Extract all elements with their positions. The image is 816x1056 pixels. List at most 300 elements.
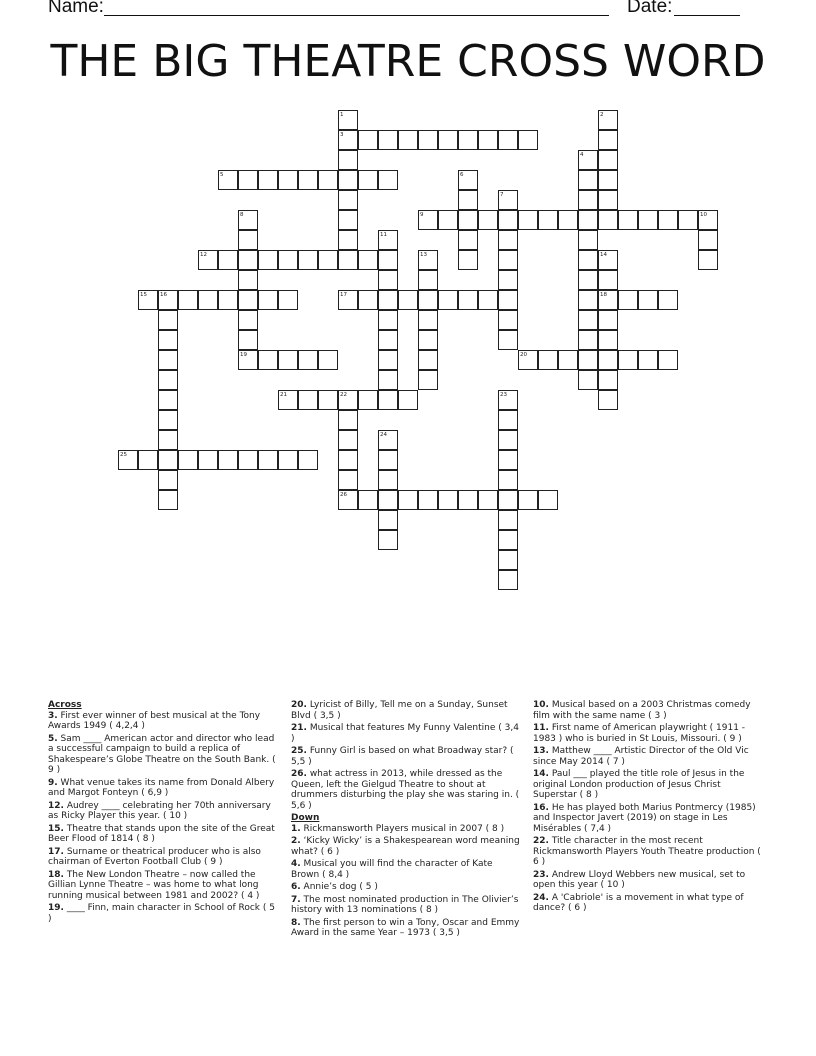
grid-cell[interactable] (158, 430, 178, 450)
grid-cell[interactable] (378, 330, 398, 350)
clue-item (48, 711, 280, 732)
clue-item-text: ‘Kicky Wicky’ is a Shakespearean word meaning what? ( 6 ) (291, 836, 520, 857)
grid-cell[interactable] (378, 390, 398, 410)
clue-item-text: The New London Theatre – now called the Gillian Lynne Theatre – was home to what long running musical between 1981 and 2002? ( 4 ) (48, 869, 260, 901)
grid-cell[interactable] (598, 290, 618, 310)
grid-cell[interactable] (418, 490, 438, 510)
grid-cell[interactable] (598, 110, 618, 130)
grid-cell[interactable] (238, 250, 258, 270)
grid-cell[interactable] (458, 190, 478, 210)
clue-number: 10 (700, 212, 707, 218)
clue-item (291, 882, 523, 893)
clue-item-number: 23. (533, 869, 549, 880)
grid-cell[interactable] (238, 210, 258, 230)
grid-cell[interactable] (618, 350, 638, 370)
grid-cell[interactable] (278, 250, 298, 270)
grid-cell[interactable] (438, 490, 458, 510)
grid-cell[interactable] (238, 270, 258, 290)
clue-number: 12 (200, 252, 207, 258)
clue-item-text: Audrey ____ celebrating her 70th anniversary as Ricky Player this year. ( 10 ) (48, 800, 271, 821)
grid-cell[interactable] (378, 470, 398, 490)
clue-number: 20 (520, 352, 527, 358)
grid-cell[interactable] (458, 170, 478, 190)
clue-item-number: 24. (533, 892, 549, 903)
grid-cell[interactable] (478, 210, 498, 230)
clue-item-number: 18. (48, 869, 64, 880)
clue-item (48, 870, 280, 902)
grid-cell[interactable] (498, 410, 518, 430)
grid-cell[interactable] (498, 130, 518, 150)
clue-number: 9 (420, 212, 424, 218)
clue-item-text: Annie’s dog ( 5 ) (300, 882, 378, 892)
grid-cell[interactable] (138, 450, 158, 470)
grid-cell[interactable] (598, 210, 618, 230)
grid-cell[interactable] (378, 230, 398, 250)
clue-item-number: 20. (291, 700, 307, 710)
grid-cell[interactable] (118, 450, 138, 470)
clue-number: 13 (420, 252, 427, 258)
grid-cell[interactable] (338, 430, 358, 450)
clue-item-text: First ever winner of best musical at the Tony Awards 1949 ( 4,2,4 ) (48, 710, 261, 731)
grid-cell[interactable] (158, 410, 178, 430)
clue-item (48, 847, 280, 868)
grid-cell[interactable] (298, 390, 318, 410)
clue-number: 14 (600, 252, 607, 258)
grid-cell[interactable] (378, 250, 398, 270)
clue-item-text: Musical that features My Funny Valentine ( 3,4 ) (291, 723, 519, 744)
grid-cell[interactable] (578, 150, 598, 170)
grid-cell[interactable] (338, 410, 358, 430)
grid-cell[interactable] (418, 130, 438, 150)
grid-cell[interactable] (178, 290, 198, 310)
grid-cell[interactable] (578, 210, 598, 230)
grid-cell[interactable] (378, 450, 398, 470)
clue-item-number: 9. (48, 777, 58, 788)
grid-cell[interactable] (278, 350, 298, 370)
grid-cell[interactable] (598, 370, 618, 390)
grid-cell[interactable] (558, 350, 578, 370)
grid-cell[interactable] (678, 210, 698, 230)
grid-cell[interactable] (398, 290, 418, 310)
grid-cell[interactable] (158, 470, 178, 490)
clue-item-number: 2. (291, 836, 301, 846)
grid-cell[interactable] (498, 390, 518, 410)
grid-cell[interactable] (378, 510, 398, 530)
clue-item-number: 22. (533, 836, 549, 846)
grid-cell[interactable] (578, 230, 598, 250)
grid-cell[interactable] (698, 210, 718, 230)
grid-cell[interactable] (238, 310, 258, 330)
clue-item-text: He has played both Marius Pontmercy (1985) and Inspector Javert (2019) on stage in Les Misérables ( 7,4 ) (533, 802, 756, 834)
grid-cell[interactable] (338, 150, 358, 170)
grid-cell[interactable] (598, 150, 618, 170)
grid-cell[interactable] (238, 290, 258, 310)
grid-cell[interactable] (358, 250, 378, 270)
name-label: Name: (48, 0, 104, 17)
grid-cell[interactable] (498, 310, 518, 330)
grid-cell[interactable] (338, 390, 358, 410)
grid-cell[interactable] (638, 210, 658, 230)
grid-cell[interactable] (158, 390, 178, 410)
grid-cell[interactable] (438, 210, 458, 230)
grid-cell[interactable] (198, 250, 218, 270)
grid-cell[interactable] (538, 490, 558, 510)
clue-item-text: Andrew Lloyd Webbers new musical, set to open this year ( 10 ) (533, 869, 746, 890)
clue-item-number: 14. (533, 769, 549, 779)
clue-item-text: The first person to win a Tony, Oscar and Emmy Award in the same Year – 1973 ( 3,5 ) (291, 917, 520, 938)
grid-cell[interactable] (178, 450, 198, 470)
grid-cell[interactable] (638, 290, 658, 310)
grid-cell[interactable] (338, 250, 358, 270)
clue-number: 1 (340, 112, 344, 118)
clue-item-text: what actress in 2013, while dressed as the Queen, left the Gielgud Theatre to shout at drummers disturbing the play she was staring in. ( 5,6 ) (291, 769, 520, 811)
clue-number: 21 (280, 392, 287, 398)
clue-item (533, 769, 765, 801)
grid-cell[interactable] (498, 190, 518, 210)
clue-item (291, 723, 523, 744)
clue-number: 26 (340, 492, 347, 498)
grid-cell[interactable] (138, 290, 158, 310)
clue-item-number: 15. (48, 823, 64, 834)
grid-cell[interactable] (158, 370, 178, 390)
grid-cell[interactable] (338, 170, 358, 190)
grid-cell[interactable] (598, 170, 618, 190)
grid-cell[interactable] (378, 350, 398, 370)
grid-cell[interactable] (378, 130, 398, 150)
clue-item-text: Rickmansworth Players musical in 2007 ( 8 ) (300, 823, 505, 834)
grid-cell[interactable] (518, 490, 538, 510)
grid-cell[interactable] (598, 270, 618, 290)
clue-item (533, 836, 765, 868)
grid-cell[interactable] (418, 290, 438, 310)
grid-cell[interactable] (238, 350, 258, 370)
clue-number: 3 (340, 132, 344, 138)
clue-number: 18 (600, 292, 607, 298)
grid-cell[interactable] (658, 210, 678, 230)
clue-item-number: 21. (291, 723, 307, 733)
grid-cell[interactable] (498, 270, 518, 290)
grid-cell[interactable] (418, 310, 438, 330)
grid-cell[interactable] (578, 170, 598, 190)
clue-item (533, 723, 765, 744)
grid-cell[interactable] (578, 370, 598, 390)
clue-column-2 (291, 700, 523, 941)
clue-item (291, 746, 523, 767)
grid-cell[interactable] (298, 350, 318, 370)
grid-cell[interactable] (358, 490, 378, 510)
grid-cell[interactable] (458, 210, 478, 230)
date-label: Date: (627, 0, 673, 17)
clue-item (533, 893, 765, 914)
grid-cell[interactable] (278, 170, 298, 190)
grid-cell[interactable] (518, 210, 538, 230)
grid-cell[interactable] (418, 370, 438, 390)
grid-cell[interactable] (298, 170, 318, 190)
clue-item-number: 7. (291, 894, 301, 905)
grid-cell[interactable] (638, 350, 658, 370)
clue-item (291, 769, 523, 811)
grid-cell[interactable] (338, 290, 358, 310)
grid-cell[interactable] (278, 390, 298, 410)
grid-cell[interactable] (418, 330, 438, 350)
clue-item (533, 803, 765, 835)
clue-item-text: Paul ___ played the title role of Jesus in the original London production of Jesus Christ Superstar ( 8 ) (533, 769, 745, 800)
grid-cell[interactable] (378, 430, 398, 450)
grid-cell[interactable] (578, 190, 598, 210)
grid-cell[interactable] (218, 170, 238, 190)
clue-item (291, 918, 523, 939)
grid-cell[interactable] (598, 130, 618, 150)
grid-cell[interactable] (418, 210, 438, 230)
clue-item-text: Musical you will find the character of Kate Brown ( 8,4 ) (291, 859, 493, 880)
grid-cell[interactable] (158, 450, 178, 470)
clue-number: 7 (500, 192, 504, 198)
grid-cell[interactable] (478, 130, 498, 150)
clue-item-number: 1. (291, 823, 301, 834)
grid-cell[interactable] (658, 290, 678, 310)
clue-item-number: 10. (533, 700, 549, 710)
clue-item (533, 700, 765, 721)
grid-cell[interactable] (378, 370, 398, 390)
grid-cell[interactable] (578, 270, 598, 290)
grid-cell[interactable] (598, 330, 618, 350)
clue-item (48, 801, 280, 822)
grid-cell[interactable] (498, 530, 518, 550)
grid-cell[interactable] (338, 130, 358, 150)
clue-item-number: 5. (48, 733, 58, 744)
grid-cell[interactable] (218, 450, 238, 470)
grid-cell[interactable] (338, 450, 358, 470)
grid-cell[interactable] (158, 490, 178, 510)
grid-cell[interactable] (578, 250, 598, 270)
grid-cell[interactable] (378, 170, 398, 190)
clue-item (291, 859, 523, 880)
grid-cell[interactable] (198, 450, 218, 470)
clue-number: 5 (220, 172, 224, 178)
grid-cell[interactable] (258, 170, 278, 190)
clue-item-text: Theatre that stands upon the site of the Great Beer Flood of 1814 ( 8 ) (48, 823, 275, 844)
grid-cell[interactable] (258, 250, 278, 270)
grid-cell[interactable] (498, 510, 518, 530)
clue-item-text: Funny Girl is based on what Broadway star? ( 5,5 ) (291, 746, 514, 767)
clue-number: 25 (120, 452, 127, 458)
grid-cell[interactable] (498, 570, 518, 590)
grid-cell[interactable] (598, 350, 618, 370)
grid-cell[interactable] (338, 190, 358, 210)
clue-item-text: What venue takes its name from Donald Albery and Margot Fonteyn ( 6,9 ) (48, 777, 275, 798)
grid-cell[interactable] (418, 350, 438, 370)
clue-item (48, 734, 280, 776)
grid-cell[interactable] (698, 230, 718, 250)
grid-cell[interactable] (538, 350, 558, 370)
grid-cell[interactable] (338, 470, 358, 490)
grid-cell[interactable] (358, 170, 378, 190)
clue-number: 2 (600, 112, 604, 118)
grid-cell[interactable] (598, 310, 618, 330)
grid-cell[interactable] (238, 450, 258, 470)
clue-number: 15 (140, 292, 147, 298)
clue-number: 16 (160, 292, 167, 298)
clue-item (48, 778, 280, 799)
grid-cell[interactable] (618, 290, 638, 310)
clue-number: 19 (240, 352, 247, 358)
clue-item (291, 895, 523, 916)
grid-cell[interactable] (318, 250, 338, 270)
grid-cell[interactable] (658, 350, 678, 370)
clue-item-text: First name of American playwright ( 1911 - 1983 ) who is buried in St Louis, Missouri. ( 9 ) (533, 723, 746, 744)
clue-item-number: 4. (291, 859, 301, 869)
clue-number: 11 (380, 232, 387, 238)
clue-item-text: Lyricist of Billy, Tell me on a Sunday, Sunset Blvd ( 3,5 ) (291, 700, 508, 721)
clue-column-3 (533, 700, 765, 916)
grid-cell[interactable] (578, 290, 598, 310)
grid-cell[interactable] (298, 450, 318, 470)
grid-cell[interactable] (458, 230, 478, 250)
clue-item-number: 17. (48, 846, 64, 857)
clue-item-text: Sam ____ American actor and director who lead a successful campaign to build a replica of Shakespeare’s Globe Theatre on the South Bank. ( 9 ) (48, 733, 276, 775)
grid-cell[interactable] (438, 290, 458, 310)
grid-cell[interactable] (238, 170, 258, 190)
clue-item-number: 16. (533, 802, 549, 813)
grid-cell[interactable] (338, 110, 358, 130)
clue-item-text: Surname or theatrical producer who is also chairman of Everton Football Club ( 9 ) (48, 846, 261, 867)
grid-cell[interactable] (158, 330, 178, 350)
clue-item-number: 19. (48, 903, 64, 913)
grid-cell[interactable] (418, 270, 438, 290)
grid-cell[interactable] (518, 130, 538, 150)
across-heading: Across (48, 700, 82, 710)
clue-item (48, 824, 280, 845)
clue-number: 6 (460, 172, 464, 178)
clue-item (291, 836, 523, 857)
grid-cell[interactable] (458, 290, 478, 310)
clue-item-number: 12. (48, 800, 64, 811)
grid-cell[interactable] (598, 390, 618, 410)
grid-cell[interactable] (258, 290, 278, 310)
down-heading: Down (291, 813, 320, 823)
grid-cell[interactable] (378, 290, 398, 310)
grid-cell[interactable] (478, 490, 498, 510)
clue-item-text: ____ Finn, main character in School of Rock ( 5 ) (48, 903, 275, 924)
grid-cell[interactable] (498, 210, 518, 230)
grid-cell[interactable] (598, 250, 618, 270)
grid-cell[interactable] (458, 250, 478, 270)
grid-cell[interactable] (578, 330, 598, 350)
grid-cell[interactable] (358, 390, 378, 410)
grid-cell[interactable] (378, 270, 398, 290)
clue-item-number: 3. (48, 710, 58, 721)
clue-item-text: Musical based on a 2003 Christmas comedy film with the same name ( 3 ) (533, 700, 751, 721)
grid-cell[interactable] (498, 330, 518, 350)
grid-cell[interactable] (558, 210, 578, 230)
grid-cell[interactable] (578, 310, 598, 330)
grid-cell[interactable] (498, 290, 518, 310)
grid-cell[interactable] (258, 450, 278, 470)
grid-cell[interactable] (378, 490, 398, 510)
clue-item (291, 700, 523, 721)
clue-item-text: Title character in the most recent Rickmansworth Players Youth Theatre production ( 6 ) (533, 836, 761, 867)
clue-number: 24 (380, 432, 387, 438)
clue-number: 8 (240, 212, 244, 218)
grid-cell[interactable] (498, 430, 518, 450)
clue-item-text: Matthew ____ Artistic Director of the Old Vic since May 2014 ( 7 ) (533, 746, 749, 767)
grid-cell[interactable] (238, 330, 258, 350)
grid-cell[interactable] (418, 250, 438, 270)
grid-cell[interactable] (618, 210, 638, 230)
grid-cell[interactable] (578, 350, 598, 370)
grid-cell[interactable] (458, 130, 478, 150)
grid-cell[interactable] (458, 490, 478, 510)
grid-cell[interactable] (378, 530, 398, 550)
grid-cell[interactable] (378, 310, 398, 330)
clue-item-text: The most nominated production in The Olivier’s history with 13 nominations ( 8 ) (291, 894, 519, 915)
grid-cell[interactable] (478, 290, 498, 310)
clue-number: 17 (340, 292, 347, 298)
clue-item-number: 26. (291, 769, 307, 779)
grid-cell[interactable] (318, 390, 338, 410)
grid-cell[interactable] (398, 390, 418, 410)
grid-cell[interactable] (218, 290, 238, 310)
clue-item-text: A 'Cabriole' is a movement in what type of dance? ( 6 ) (533, 892, 744, 913)
grid-cell[interactable] (498, 550, 518, 570)
grid-cell[interactable] (198, 290, 218, 310)
clue-number: 23 (500, 392, 507, 398)
grid-cell[interactable] (338, 230, 358, 250)
grid-cell[interactable] (298, 250, 318, 270)
grid-cell[interactable] (278, 290, 298, 310)
grid-cell[interactable] (498, 450, 518, 470)
grid-cell[interactable] (538, 210, 558, 230)
grid-cell[interactable] (518, 350, 538, 370)
clue-item-number: 8. (291, 917, 301, 928)
grid-cell[interactable] (278, 450, 298, 470)
grid-cell[interactable] (158, 310, 178, 330)
clue-item-number: 13. (533, 746, 549, 756)
clue-item (533, 870, 765, 891)
clue-number: 4 (580, 152, 584, 158)
grid-cell[interactable] (218, 250, 238, 270)
clue-column-1 (48, 700, 280, 926)
grid-cell[interactable] (398, 490, 418, 510)
grid-cell[interactable] (318, 170, 338, 190)
grid-cell[interactable] (698, 250, 718, 270)
clue-item-number: 11. (533, 723, 549, 733)
grid-cell[interactable] (438, 130, 458, 150)
grid-cell[interactable] (498, 230, 518, 250)
grid-cell[interactable] (158, 350, 178, 370)
grid-cell[interactable] (158, 290, 178, 310)
grid-cell[interactable] (318, 350, 338, 370)
clue-item (48, 903, 280, 924)
grid-cell[interactable] (358, 290, 378, 310)
grid-cell[interactable] (238, 230, 258, 250)
clue-item-number: 6. (291, 882, 301, 892)
grid-cell[interactable] (598, 190, 618, 210)
grid-cell[interactable] (398, 130, 418, 150)
puzzle-title: THE BIG THEATRE CROSS WORD (50, 36, 766, 87)
grid-cell[interactable] (498, 490, 518, 510)
clue-number: 22 (340, 392, 347, 398)
clue-item (533, 746, 765, 767)
grid-cell[interactable] (338, 490, 358, 510)
clue-item (291, 824, 523, 835)
grid-cell[interactable] (358, 130, 378, 150)
grid-cell[interactable] (498, 250, 518, 270)
grid-cell[interactable] (498, 470, 518, 490)
grid-cell[interactable] (258, 350, 278, 370)
clue-item-number: 25. (291, 746, 307, 756)
grid-cell[interactable] (338, 210, 358, 230)
